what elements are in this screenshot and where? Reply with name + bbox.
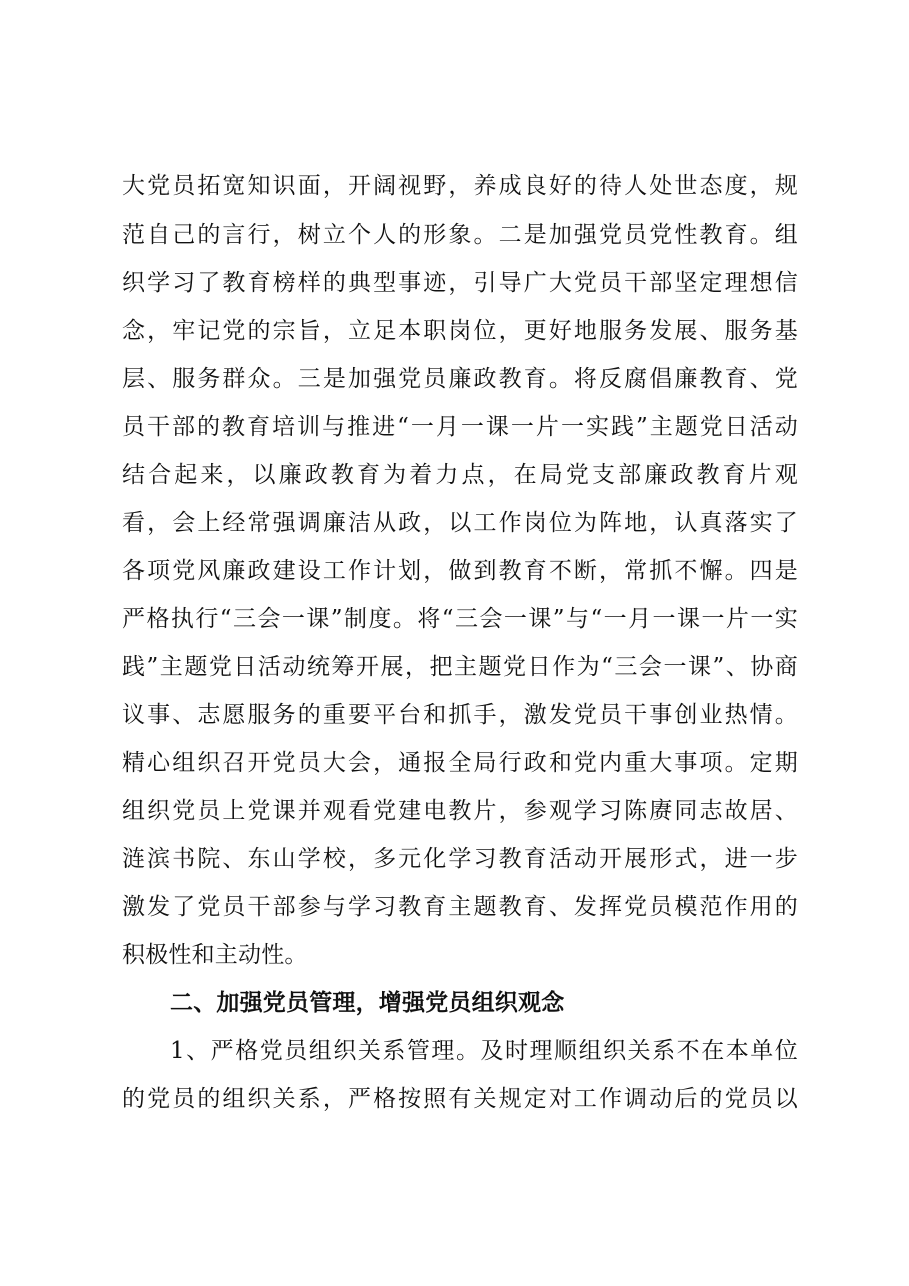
paragraph-line-1: 大党员拓宽知识面，开阔视野，养成良好的待人处世态度，规	[122, 173, 798, 199]
paragraph-line-17: 积极性和主动性。	[122, 942, 308, 968]
paragraph-line-10: 严格执行“三会一课”制度。将“三会一课”与“一月一课一片一实	[122, 606, 798, 632]
subsection-line-1: 1、严格党员组织关系管理。及时理顺组织关系不在本单位	[170, 1038, 798, 1064]
paragraph-line-14: 组织党员上党课并观看党建电教片，参观学习陈赓同志故居、	[122, 798, 798, 824]
subsection-line-2: 的党员的组织关系，严格按照有关规定对工作调动后的党员以	[122, 1086, 798, 1112]
paragraph-line-5: 层、服务群众。三是加强党员廉政教育。将反腐倡廉教育、党	[122, 366, 798, 392]
paragraph-line-8: 看，会上经常强调廉洁从政，以工作岗位为阵地，认真落实了	[122, 510, 798, 536]
paragraph-line-13: 精心组织召开党员大会，通报全局行政和党内重大事项。定期	[122, 750, 798, 776]
paragraph-line-16: 激发了党员干部参与学习教育主题教育、发挥党员模范作用的	[122, 894, 798, 920]
paragraph-line-2: 范自己的言行，树立个人的形象。二是加强党员党性教育。组	[122, 222, 798, 248]
paragraph-line-3: 织学习了教育榜样的典型事迹，引导广大党员干部坚定理想信	[122, 270, 798, 296]
paragraph-line-7: 结合起来，以廉政教育为着力点，在局党支部廉政教育片观	[122, 462, 798, 488]
paragraph-line-11: 践”主题党日活动统筹开展，把主题党日作为“三会一课”、协商	[122, 654, 798, 680]
paragraph-line-9: 各项党风廉政建设工作计划，做到教育不断，常抓不懈。四是	[122, 558, 798, 584]
paragraph-line-15: 涟滨书院、东山学校，多元化学习教育活动开展形式，进一步	[122, 846, 798, 872]
paragraph-line-4: 念，牢记党的宗旨，立足本职岗位，更好地服务发展、服务基	[122, 318, 798, 344]
paragraph-line-12: 议事、志愿服务的重要平台和抓手，激发党员干事创业热情。	[122, 702, 798, 728]
section-heading: 二、加强党员管理，增强党员组织观念	[170, 989, 565, 1016]
paragraph-line-6: 员干部的教育培训与推进“一月一课一片一实践”主题党日活动	[122, 414, 798, 440]
